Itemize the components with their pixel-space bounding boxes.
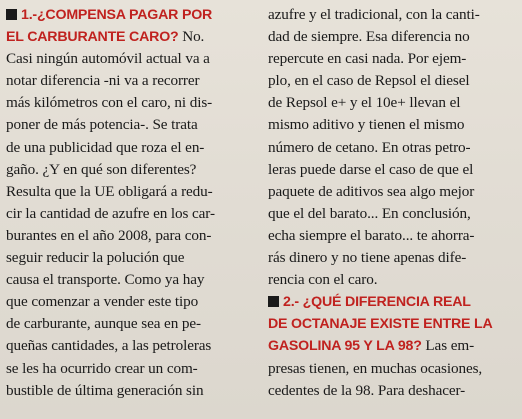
- body-text-line: plo, en el caso de Repsol el diesel: [268, 72, 470, 90]
- body-text-line: que el del barato... En conclusión,: [268, 204, 471, 222]
- body-text-line: bustible de última generación sin: [6, 381, 204, 399]
- question-2-number: 2.-: [283, 294, 299, 311]
- body-text-line: número de cetano. En otras petro-: [268, 138, 471, 156]
- body-text-line: leras puede darse el caso de que el: [268, 160, 474, 178]
- right-column: [268, 4, 516, 419]
- body-text-line: cedentes de la 98. Para deshacer-: [268, 381, 466, 399]
- body-text-line: que comenzar a vender este tipo: [6, 293, 199, 311]
- article-columns: [6, 4, 516, 419]
- body-text-line: de Repsol e+ y el 10e+ llevan el: [268, 94, 461, 112]
- body-text-line: de carburante, aunque sea en pe-: [6, 315, 201, 333]
- question-2-title-part-1: ¿QUÉ DIFERENCIA REAL: [302, 294, 471, 311]
- body-text-line: azufre y el tradicional, con la canti-: [268, 6, 480, 23]
- question-2-heading-line-2: [268, 313, 516, 335]
- body-text-line: seguir reducir la polución que: [6, 249, 185, 267]
- body-text-line: mismo aditivo y tienen el mismo: [268, 116, 465, 134]
- left-column: [6, 4, 254, 419]
- question-1-title-part-2: EL CARBURANTE CARO?: [6, 29, 179, 46]
- body-text-line: burantes en el año 2008, para con-: [6, 226, 212, 244]
- question-1-title-part-1: ¿COMPENSA PAGAR POR: [36, 7, 213, 23]
- question-2-heading-line-1: [268, 291, 516, 313]
- body-text-line: paquete de aditivos sea algo mejor: [268, 182, 475, 200]
- body-text-line: No.: [178, 28, 205, 46]
- body-text-line: Las em-: [421, 337, 475, 355]
- body-text-line: rás dinero y no tiene apenas dife-: [268, 249, 467, 267]
- question-1-heading-line-1: [6, 4, 254, 26]
- bullet-square-icon: [268, 296, 279, 307]
- body-text-line: gaño. ¿Y en qué son diferentes?: [6, 160, 197, 178]
- body-text-line: más kilómetros con el caro, ni dis-: [6, 94, 213, 112]
- question-2-title-part-2: DE OCTANAJE EXISTE ENTRE LA: [268, 316, 493, 333]
- body-text-line: presas tienen, en muchas ocasiones,: [268, 359, 483, 377]
- body-text-line: causa el transporte. Como ya hay: [6, 271, 205, 289]
- body-text-line: repercute en casi nada. Por ejem-: [268, 50, 467, 68]
- body-text-line: queñas cantidades, a las petroleras: [6, 337, 212, 355]
- question-2-heading-line-3: [268, 335, 516, 357]
- body-text-line: dad de siempre. Esa diferencia no: [268, 28, 470, 46]
- bullet-square-icon: [6, 9, 17, 20]
- body-text-line: de una publicidad que roza el en-: [6, 138, 205, 156]
- body-text-line: echa siempre el barato... te ahorra-: [268, 226, 475, 244]
- question-1-heading-line-2: [6, 26, 254, 48]
- body-text-line: Casi ningún automóvil actual va a: [6, 50, 210, 68]
- body-text-line: cir la cantidad de azufre en los car-: [6, 204, 215, 222]
- question-2-title-part-3: GASOLINA 95 Y LA 98?: [268, 338, 422, 355]
- body-text-line: poner de más potencia-. Se trata: [6, 116, 198, 134]
- question-1-number: 1.-: [21, 7, 37, 23]
- body-text-line: se les ha ocurrido crear un com-: [6, 359, 198, 377]
- body-text-line: Resulta que la UE obligará a redu-: [6, 182, 213, 200]
- body-text-line: notar diferencia -ni va a recorrer: [6, 72, 200, 90]
- body-text-line: rencia con el caro.: [268, 271, 378, 289]
